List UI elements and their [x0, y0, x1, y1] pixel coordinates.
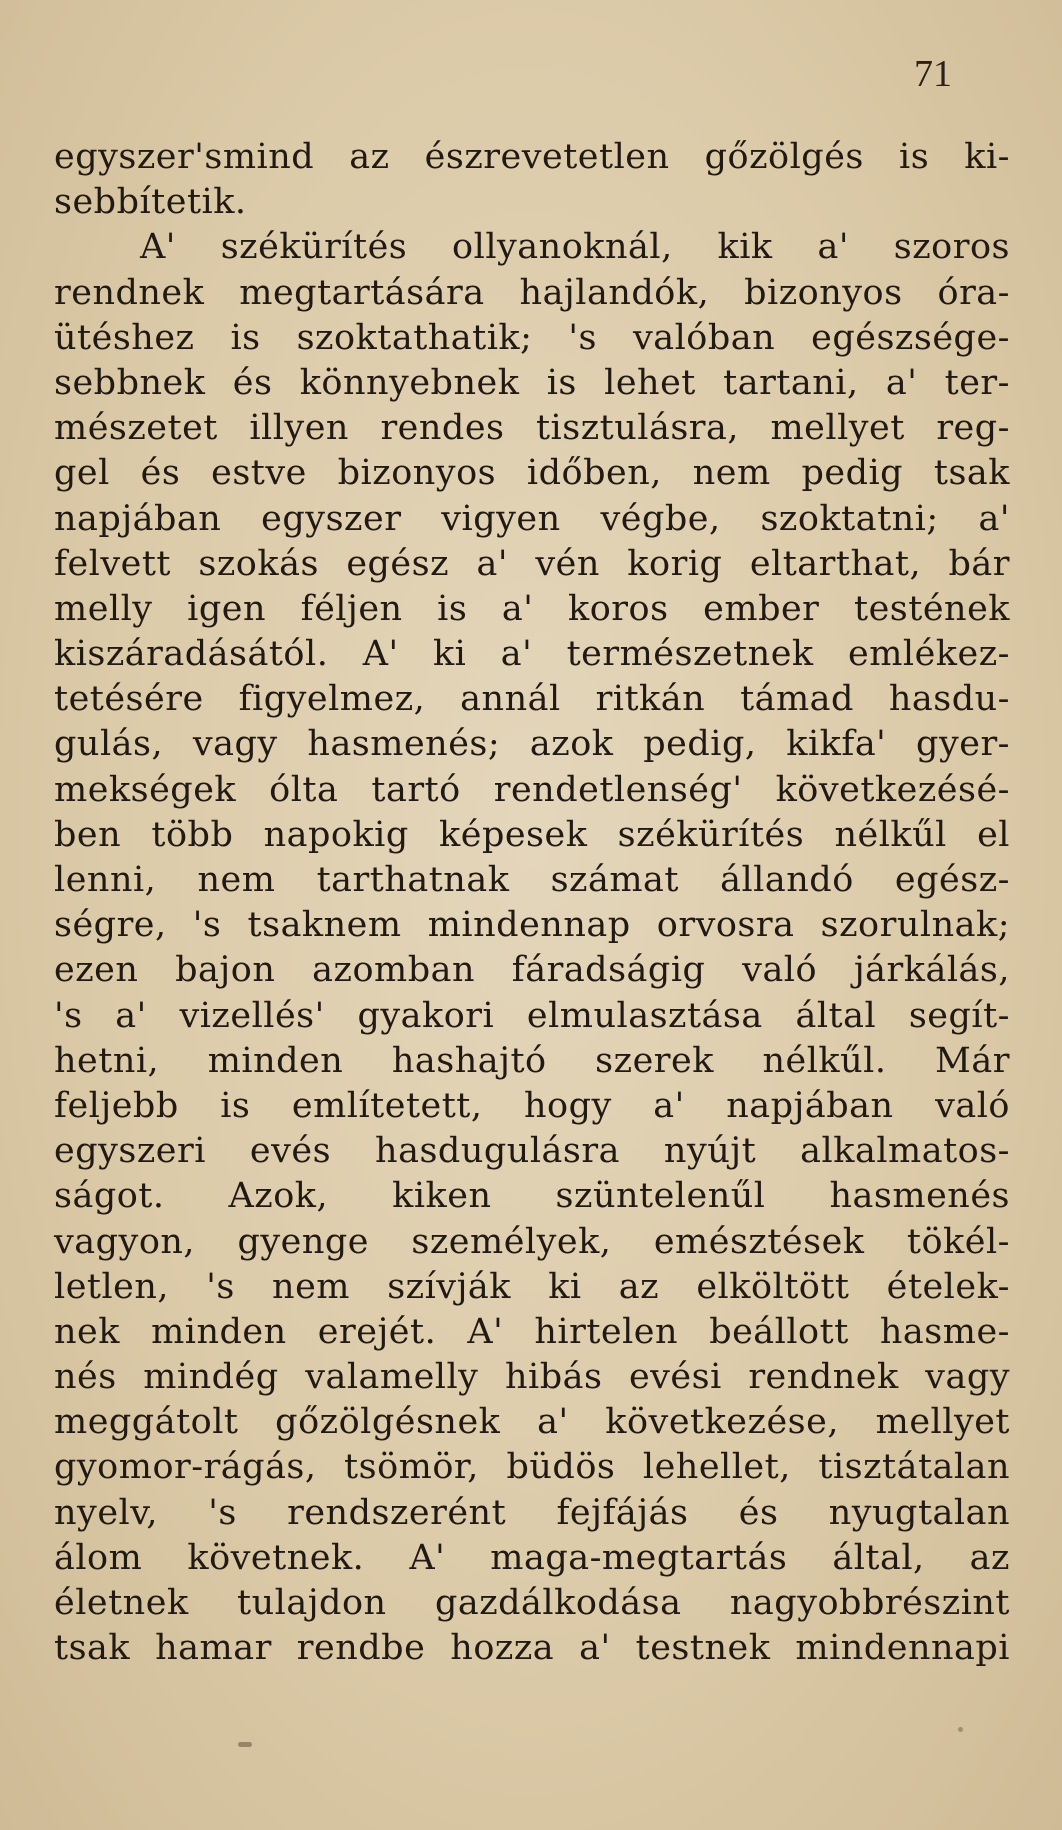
text-line: nés mindég valamelly hibás evési rendnek vagy — [54, 1357, 1010, 1398]
text-line: nek minden erejét. A' hirtelen beállott hasme- — [54, 1311, 1010, 1352]
text-line: meggátolt gőzölgésnek a' következése, mellyet — [54, 1402, 1010, 1443]
text-line: gel és estve bizonyos időben, nem pedig tsak — [54, 453, 1010, 494]
text-line: sebbnek és könnyebnek is lehet tartani, a' ter- — [54, 362, 1010, 403]
text-line: melly igen féljen is a' koros ember testének — [54, 588, 1010, 629]
text-line: gulás, vagy hasmenés; azok pedig, kikfa' gyer- — [54, 724, 1010, 765]
text-line: egyszer'smind az észrevetetlen gőzölgés is ki- — [54, 137, 1010, 177]
text-line: feljebb is említetett, hogy a' napjában való — [54, 1085, 1010, 1126]
ink-dot — [958, 1727, 963, 1732]
text-line: ütéshez is szoktathatik; 's valóban egészsége- — [54, 317, 1010, 358]
text-line: felvett szokás egész a' vén korig eltarthat, bár — [54, 543, 1010, 584]
text-line: vagyon, gyenge személyek, emésztések tökél- — [54, 1221, 1010, 1262]
text-line: életnek tulajdon gazdálkodása nagyobbrészint — [54, 1583, 1010, 1623]
text-line: ságot. Azok, kiken szüntelenűl hasmenés — [54, 1176, 1010, 1217]
text-line: gyomor-rágás, tsömör, büdös lehellet, tisztátalan — [54, 1447, 1010, 1488]
paragraph-start-line: A' székürítés ollyanoknál, kik a' szoros — [140, 227, 1010, 268]
text-line: mekségek ólta tartó rendetlenség' következésé- — [54, 769, 1010, 810]
text-line: lenni, nem tarthatnak számat állandó egész- — [54, 860, 1010, 900]
text-line: tetésére figyelmez, annál ritkán támad hasdu- — [54, 679, 1010, 720]
text-line: kiszáradásától. A' ki a' természetnek emlékez- — [54, 634, 1010, 675]
text-line: rendnek megtartására hajlandók, bizonyos óra- — [54, 272, 1010, 313]
text-line: mészetet illyen rendes tisztulásra, mellyet reg- — [54, 408, 1010, 449]
text-line: álom követnek. A' maga-megtartás által, az — [54, 1537, 1010, 1578]
page-number: 71 — [914, 53, 952, 95]
text-line: ségre, 's tsaknem mindennap orvosra szorulnak; — [54, 905, 1010, 946]
text-line: ben több napokig képesek székürítés nélkűl el — [54, 814, 1010, 855]
text-line: ezen bajon azomban fáradságig való járkálás, — [54, 950, 1010, 991]
text-line: sebbítetik. — [54, 182, 247, 223]
text-line: tsak hamar rendbe hozza a' testnek mindennapi — [54, 1628, 1010, 1669]
text-line: egyszeri evés hasdugulásra nyújt alkalmatos- — [54, 1131, 1010, 1172]
ink-smudge — [238, 1742, 252, 1747]
text-line: 's a' vizellés' gyakori elmulasztása által segít- — [54, 995, 1010, 1036]
body-text — [54, 135, 1010, 1671]
text-line: hetni, minden hashajtó szerek nélkűl. Már — [54, 1040, 1010, 1081]
text-line: nyelv, 's rendszerént fejfájás és nyugtalan — [54, 1492, 1010, 1533]
text-line: napjában egyszer vigyen végbe, szoktatni; a' — [54, 498, 1010, 539]
text-line: letlen, 's nem szívják ki az elköltött ételek- — [54, 1266, 1010, 1307]
